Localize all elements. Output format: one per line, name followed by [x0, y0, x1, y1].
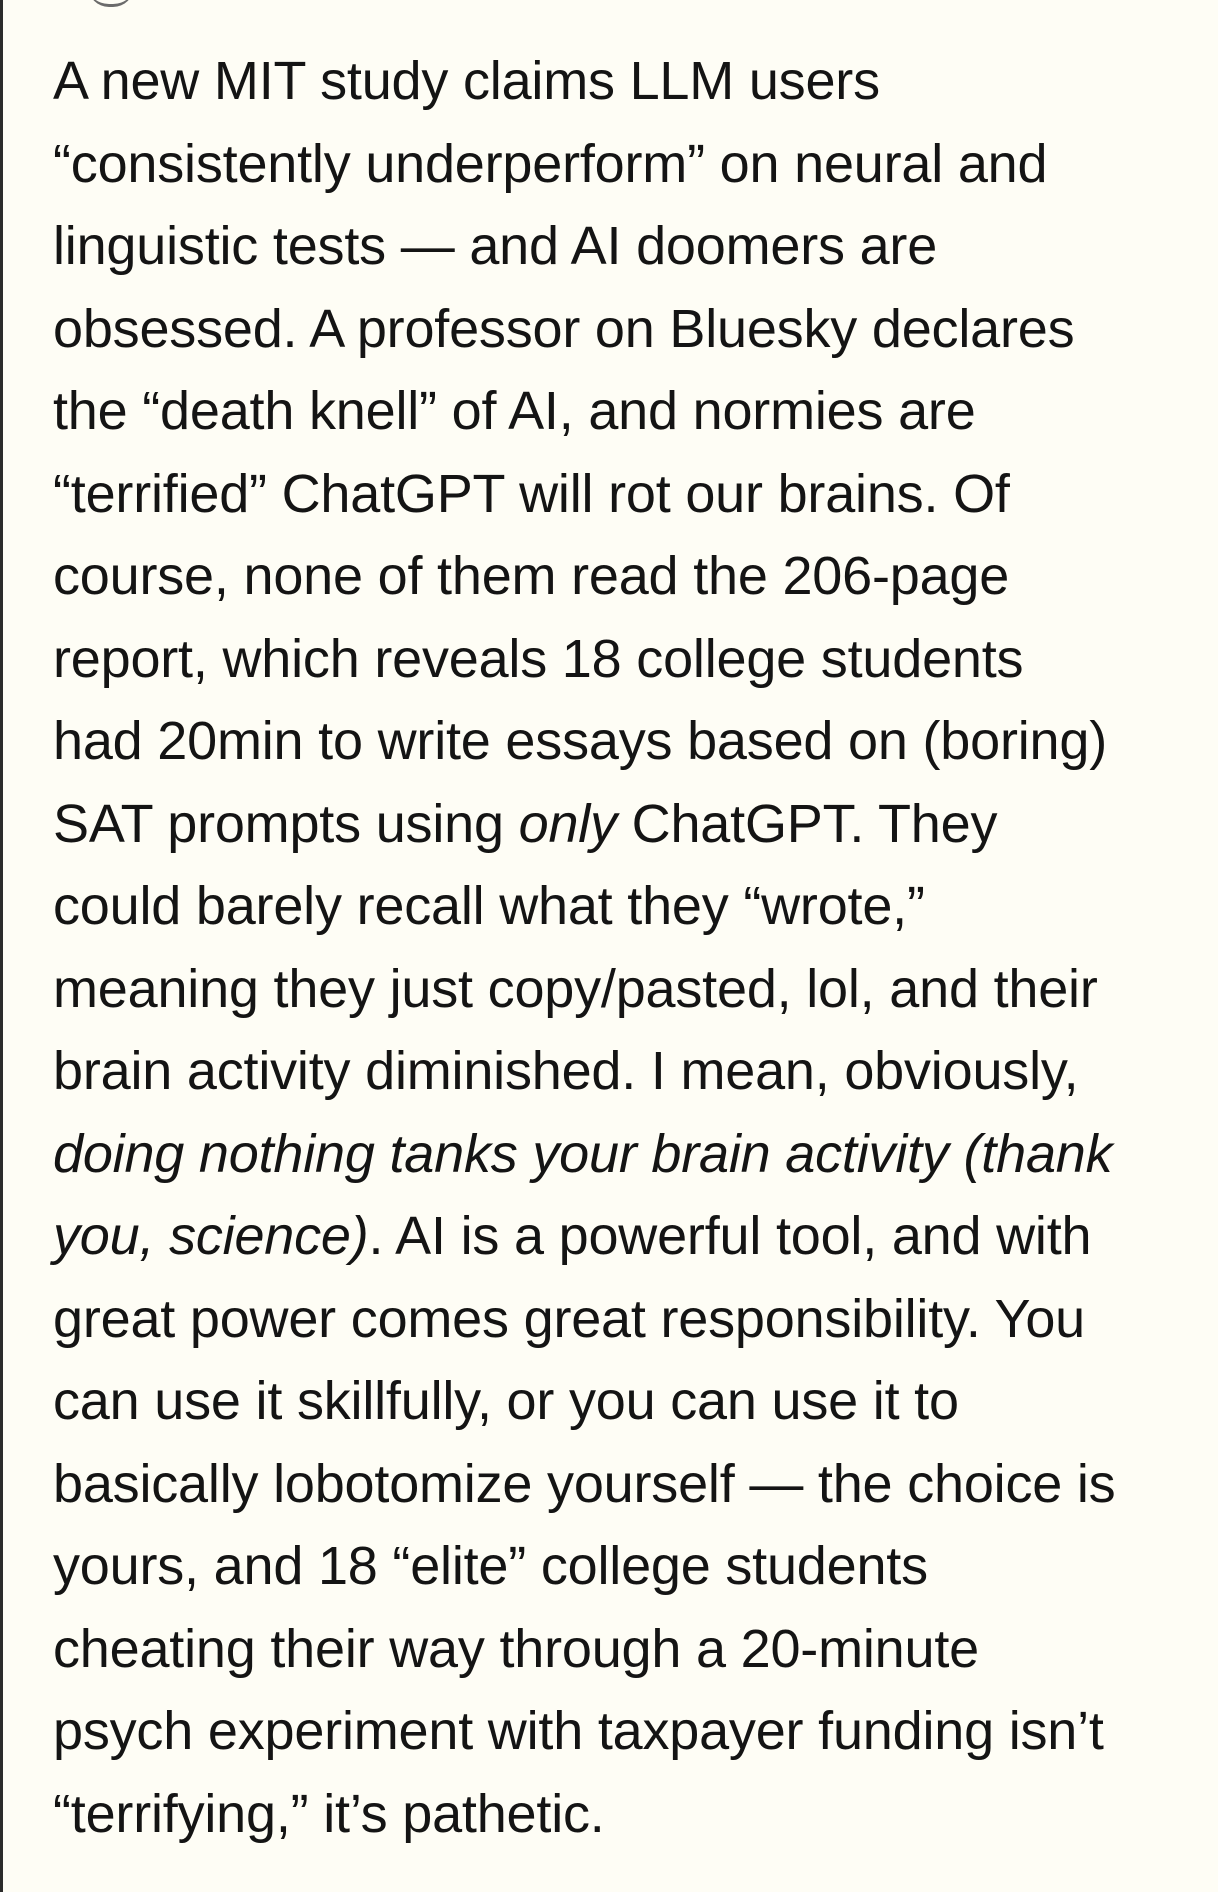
emphasis-text: only: [518, 793, 617, 854]
paragraph-line: meaning they just copy/pasted, lol, and their: [53, 958, 1098, 1019]
paragraph-line: [53, 1195, 1203, 1278]
paragraph-line: A new MIT study claims LLM users: [53, 51, 880, 111]
paragraph-line: [53, 783, 1203, 866]
paragraph-line: basically lobotomize yourself — the choice is: [53, 1453, 1116, 1514]
paragraph-line: could barely recall what they “wrote,”: [53, 876, 925, 936]
paragraph-line: obsessed. A professor on Bluesky declares: [53, 298, 1075, 359]
line-text: ChatGPT. They: [616, 793, 998, 854]
line-text: . AI is a powerful tool, and with: [368, 1206, 1092, 1266]
article-paragraph: [53, 40, 1203, 1855]
paragraph-line: the “death knell” of AI, and normies are: [53, 381, 976, 441]
paragraph-line: had 20min to write essays based on (boring): [53, 711, 1107, 771]
paragraph-line: “terrifying,” it’s pathetic.: [53, 1783, 605, 1844]
paragraph-line: [53, 1113, 1203, 1196]
paragraph-line: report, which reveals 18 college students: [53, 628, 1024, 689]
paragraph-line: brain activity diminished. I mean, obviously,: [53, 1041, 1079, 1101]
paragraph-line: can use it skillfully, or you can use it to: [53, 1371, 959, 1431]
paragraph-line: “terrified” ChatGPT will rot our brains. Of: [53, 463, 1010, 524]
paragraph-line: great power comes great responsibility. You: [53, 1288, 1085, 1349]
paragraph-line: course, none of them read the 206-page: [53, 546, 1010, 606]
paragraph-line: psych experiment with taxpayer funding isn’t: [53, 1701, 1104, 1761]
paragraph-line: linguistic tests — and AI doomers are: [53, 216, 938, 276]
paragraph-line: “consistently underperform” on neural and: [53, 133, 1048, 194]
line-text: SAT prompts using: [53, 793, 519, 854]
paragraph-line: cheating their way through a 20-minute: [53, 1618, 979, 1679]
paragraph-line: yours, and 18 “elite” college students: [53, 1536, 928, 1596]
emphasis-text: doing nothing tanks your brain activity (thank: [53, 1123, 1113, 1184]
emphasis-text: you, science): [53, 1206, 369, 1266]
cropped-avatar-edge: [88, 0, 134, 7]
left-border-rule: [0, 0, 3, 1892]
